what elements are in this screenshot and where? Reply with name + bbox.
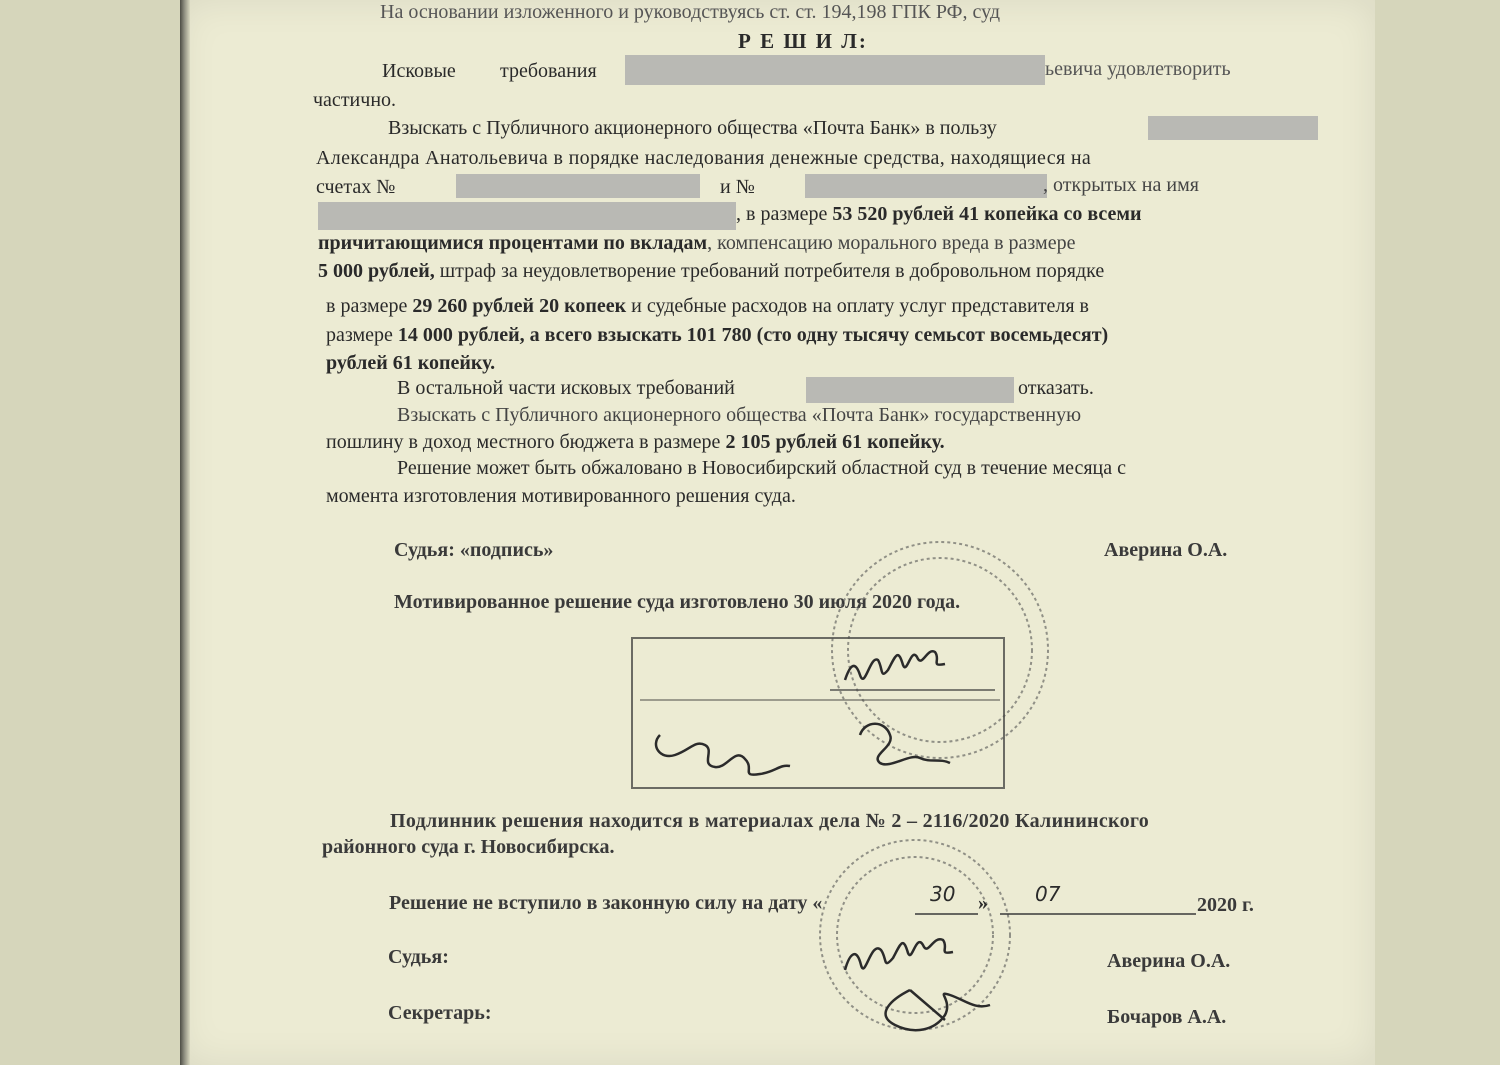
p1-word2: требования	[500, 60, 597, 82]
p2-line8-pre: размере	[326, 324, 398, 346]
not-in-force-mid: »	[978, 892, 988, 914]
p4-amount-duty: 2 105 рублей 61 копейку.	[725, 431, 945, 453]
handwritten-signature-icon	[845, 651, 945, 680]
original-location-line2: районного суда г. Новосибирска.	[322, 836, 615, 858]
certification-stamp-icon	[632, 638, 1004, 788]
handwritten-signature-icon	[656, 735, 790, 775]
p2-line4-pre: , в размере	[736, 203, 833, 225]
p2-line7-rest: и судебные расходов на оплату услуг представителя в	[626, 295, 1089, 317]
not-in-force-pre: Решение не вступило в законную силу на дату «	[389, 892, 823, 914]
p1-line2: частично.	[313, 89, 397, 111]
handwritten-month: 07	[1035, 882, 1061, 906]
judge-signature-label: Судья: «подпись»	[394, 539, 554, 561]
secretary-label: Секретарь:	[388, 1002, 492, 1024]
p2-line3c: , открытых на имя	[1043, 174, 1199, 196]
round-seal-icon	[832, 542, 1048, 758]
p3-post: отказать.	[1018, 377, 1094, 399]
motivated-decision-date: Мотивированное решение суда изготовлено 30 июля 2020 года.	[394, 591, 961, 613]
p5-line2: момента изготовления мотивированного решения суда.	[326, 485, 796, 507]
p1-end: ьевича удовлетворить	[1045, 58, 1231, 80]
p2-amount-deposit: 53 520 рублей 41 копейка со всеми	[832, 203, 1142, 225]
p2-line5-rest: , компенсацию морального вреда в размере	[707, 232, 1076, 254]
p2-amount-moral: 5 000 рублей,	[318, 260, 435, 282]
p2-line3a: счетах №	[316, 176, 396, 198]
p2-line2: Александра Анатольевича в порядке наследования денежные средства, находящиеся на	[316, 147, 1092, 169]
original-location-line1: Подлинник решения находится в материалах дела № 2 – 2116/2020 Калининского	[390, 810, 1150, 832]
judge-name: Аверина О.А.	[1104, 539, 1228, 561]
p2-line6-rest: штраф за неудовлетворение требований потребителя в добровольном порядке	[434, 260, 1105, 282]
judge2-label: Судья:	[388, 946, 449, 968]
p2-line9: рублей 61 копейку.	[326, 352, 496, 374]
round-seal-icon	[820, 840, 1010, 1030]
p2-line7-pre: в размере	[326, 295, 413, 317]
handwritten-day: 30	[930, 882, 956, 906]
p3-pre: В остальной части исковых требований	[397, 377, 735, 399]
p2-amount-fine: 29 260 рублей 20 копеек	[412, 295, 627, 317]
decided-heading: Р Е Ш И Л:	[738, 29, 868, 53]
not-in-force-year: 2020 г.	[1197, 894, 1254, 916]
secretary-name: Бочаров А.А.	[1107, 1006, 1227, 1028]
judge2-name: Аверина О.А.	[1107, 950, 1231, 972]
p2-amount-total: 14 000 рублей, а всего взыскать 101 780 (сто одну тысячу семьсот восемьдесят)	[397, 324, 1109, 346]
p2-line1: Взыскать с Публичного акционерного общества «Почта Банк» в пользу	[388, 117, 997, 139]
p4-line2-pre: пошлину в доход местного бюджета в размере	[326, 431, 726, 453]
p1-start: Исковые	[382, 60, 456, 82]
p4-line1: Взыскать с Публичного акционерного общества «Почта Банк» государственную	[397, 404, 1082, 426]
p2-line5-bold: причитающимися процентами по вкладам	[318, 232, 708, 254]
handwritten-signature-icon	[845, 939, 953, 970]
basis-line: На основании изложенного и руководствуясь ст. ст. 194,198 ГПК РФ, суд	[380, 1, 1000, 23]
p5-line1: Решение может быть обжаловано в Новосибирский областной суд в течение месяца с	[397, 457, 1126, 479]
handwritten-signature-icon	[860, 724, 950, 765]
p2-line3b: и №	[720, 176, 755, 198]
